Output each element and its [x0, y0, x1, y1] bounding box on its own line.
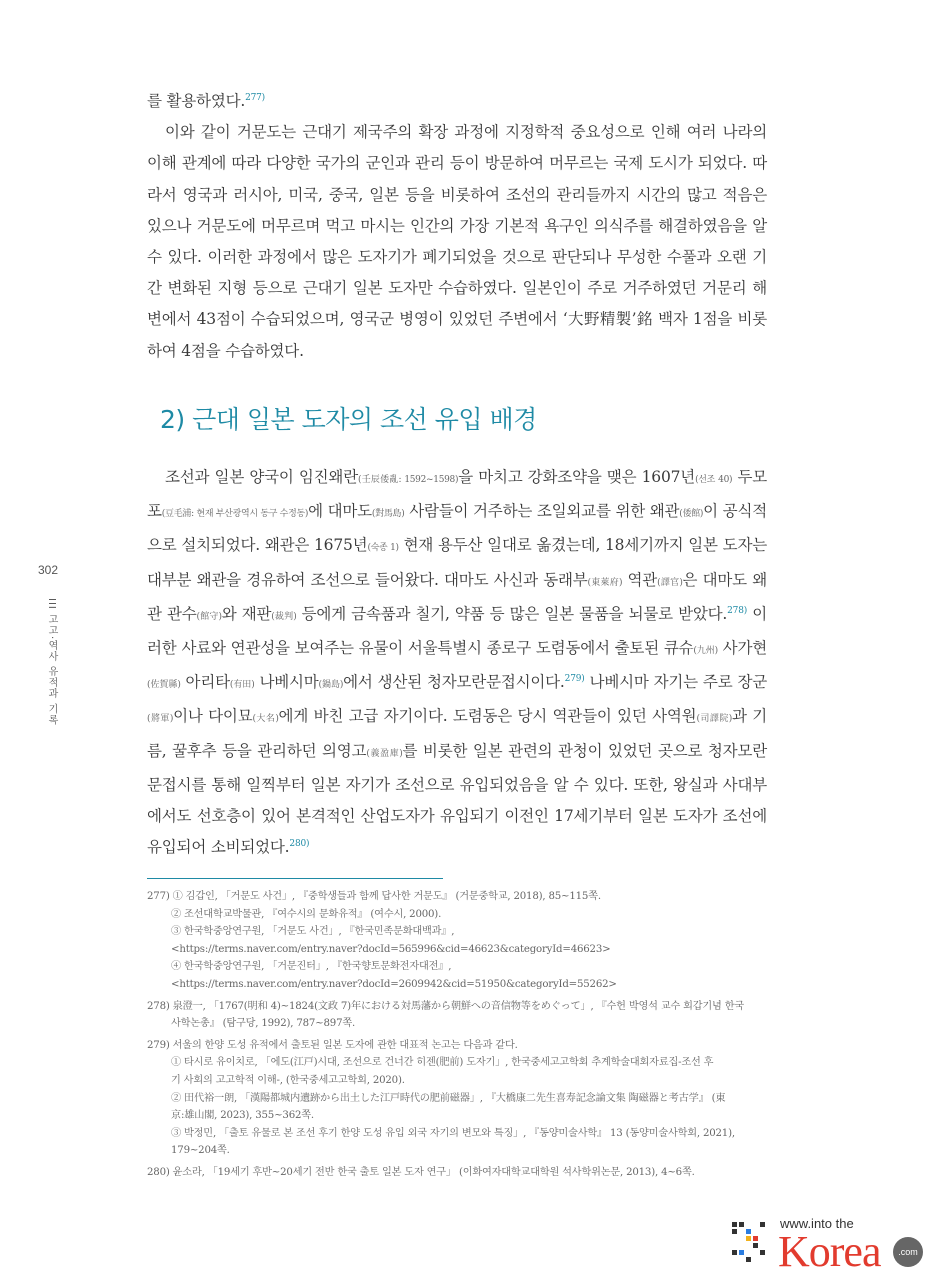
footnote-ref[interactable]: 278) [727, 605, 748, 616]
section-body [147, 462, 767, 863]
page-number: 302 [38, 563, 59, 577]
body-paragraph: 조선과 일본 양국이 임진왜란(壬辰倭亂: 1592~1598)을 마치고 강화조약을 맺은 1607년(선조 40) 두모포(豆毛浦: 현재 부산광역시 동구 수정동)에 대마도(對馬島) 사람들이 거주하는 조일외교를 위한 왜관(倭館)이 공식적으로 설치되었다. 왜관은 1675년(숙종 1) 현재 용두산 일대로 옮겼는데, 18세기까지 일본 도자는 대부분 왜관을 경유하여 조선으로 들어왔다. 대마도 사신과 동래부(東萊府) 역관(譯官)은 대마도 왜관 관수(館守)와 재판(裁判) 등에게 금속품과 칠기, 약품 등 많은 일본 물품을 뇌물로 받았다.$^{278)}$ 이러한 사료와 연관성을 보여주는 유물이 서울특별시 종로구 도렴동에서 출토된 큐슈(九州) 사가현(佐賀縣) 아리타(有田) 나베시마(鍋島)에서 생산된 청자모란문접시이다.$^{279)}$ 나베시마 자기는 주로 장군(將軍)이나 다이묘(大名)에게 바친 고급 자기이다. 도렴동은 당시 역관들이 있던 사역원(司譯院)과 기름, 꿀후추 등을 관리하던 의영고(義盈庫)를 비롯한 일본 관련의 관청이 있었던 곳으로 청자모란문접시를 통해 일찍부터 일본 자기가 조선으로 유입되었음을 알 수 있다. 또한, 왕실과 사대부에서도 선호층이 있어 본격적인 산업도자가 유입되기 이전인 17세기부터 일본 도자가 조선에 유입되어 소비되었다.$^{280)}$ [147, 468, 768, 857]
footnote-link[interactable]: <https://terms.naver.com/entry.naver?docId=2609942&cid=51950&categoryId=55262> [171, 978, 617, 990]
chapter-side-label: III 고고·역사 유적과 기록 [46, 598, 57, 726]
logo-small-text: www.into the [780, 1216, 854, 1231]
footnote-line: 278) 泉澄一, 「1767(明和 4)~1824(文政 7)年における対馬藩から朝鮮への音信物等をめぐって」, 『수헌 박영석 교수 회갑기념 한국 [147, 1000, 745, 1012]
footnote-line: 사학논총』 (탐구당, 1992), 787~897쪽. [171, 1018, 356, 1030]
footnote-277 [147, 888, 767, 994]
footnote-line: 279) 서울의 한양 도성 유적에서 출토된 일본 도자에 관한 대표적 논고는 다음과 같다. [147, 1039, 518, 1051]
footnote-ref[interactable]: 277) [245, 93, 265, 103]
footnote-line: 京:雄山閣, 2023), 355~362쪽. [171, 1110, 314, 1122]
footnote-line: ③ 한국학중앙연구원, 「거문도 사건」, 『한국민족문화대백과』, [171, 926, 455, 938]
body-paragraph: 이와 같이 거문도는 근대기 제국주의 확장 과정에 지정학적 중요성으로 인해 여러 나라의 이해 관계에 따라 다양한 국가의 군인과 관리 등이 방문하여 머무르는 국제 도시가 되었다. 따라서 영국과 러시아, 미국, 중국, 일본 등을 비롯하여 조선의 관리들까지 시간의 많고 적음은 있으나 거문도에 머무르며 먹고 마시는 인간의 가장 기본적 욕구인 의식주를 해결하였음을 알 수 있다. 이러한 과정에서 많은 도자기가 폐기되었을 것으로 판단되나 무성한 수풀과 오랜 기간 변화된 지형 등으로 근대기 일본 도자만 수습하였다. 일본인이 주로 거주하였던 거문리 해변에서 43점이 수습되었으며, 영국군 병영이 있었던 주변에서 ‘大野精製’銘 백자 1점을 비롯하여 4점을 수습하였다. [147, 123, 767, 360]
intothekorea-logo[interactable] [730, 1212, 930, 1274]
continuation-line: 를 활용하였다.$^{277)}$ [147, 92, 265, 110]
logo-suffix-badge: .com [893, 1237, 923, 1267]
intro-text [147, 86, 767, 367]
footnote-line: ① 타시로 유이치로, 「에도(江戸)시대, 조선으로 건너간 히젠(肥前) 도자기」, 한국중세고고학회 추계학술대회자료집-조선 후 [171, 1057, 714, 1069]
footnote-line: 179~204쪽. [171, 1145, 230, 1157]
footnote-line: 280) 윤소라, 「19세기 후반~20세기 전반 한국 출토 일본 도자 연구」 (이화여자대학교대학원 석사학위논문, 2013), 4~6쪽. [147, 1166, 695, 1178]
footnote-280 [147, 1164, 767, 1182]
footnote-line: 277) ① 김갑인, 「거문도 사건」, 『중학생들과 함께 답사한 거문도』 (거문중학교, 2018), 85~115쪽. [147, 891, 601, 902]
footnote-278 [147, 998, 767, 1033]
footnote-link[interactable]: <https://terms.naver.com/entry.naver?docId=565996&cid=46623&categoryId=46623> [171, 943, 611, 955]
footnotes [147, 888, 767, 1186]
footnote-line: ② 조선대학교박물관, 『여수시의 문화유적』 (여수시, 2000). [171, 908, 442, 920]
footnote-line: ③ 박정민, 「출토 유물로 본 조선 후기 한양 도성 유입 외국 자기의 변모와 특징」, 『동양미술사학』 13 (동양미술사학회, 2021), [171, 1127, 735, 1139]
footnote-ref[interactable]: 280) [289, 839, 310, 850]
logo-grid-icon [732, 1222, 772, 1262]
section-heading: 2) 근대 일본 도자의 조선 유입 배경 [160, 405, 537, 434]
footnote-line: 기 사회의 고고학적 이해-, (한국중세고고학회, 2020). [171, 1074, 405, 1086]
footnote-279 [147, 1037, 767, 1160]
logo-wordmark: Korea [778, 1227, 881, 1276]
footnote-divider [147, 878, 443, 879]
footnote-ref[interactable]: 279) [564, 674, 585, 685]
footnote-line: ② 田代裕一朗, 「漢陽都城内遺跡から出土した江戸時代の肥前磁器」, 『大橋康二先生喜寿記念論文集 陶磁器と考古学』 (東 [171, 1092, 726, 1104]
footnote-line: ④ 한국학중앙연구원, 「거문진터」, 『한국향토문화전자대전』, [171, 961, 452, 973]
